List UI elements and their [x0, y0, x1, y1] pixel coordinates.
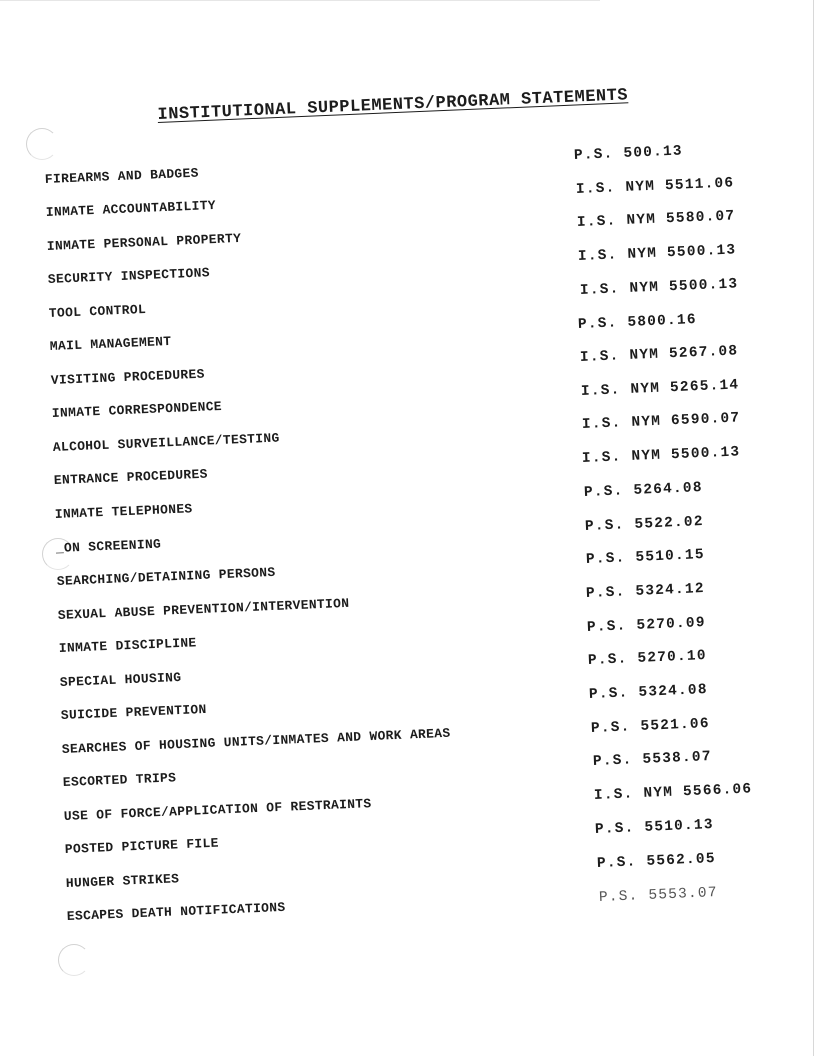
- reference-code: P.S. 5324.08: [588, 682, 709, 703]
- reference-code: P.S. 5538.07: [592, 749, 713, 770]
- subject-item: SUICIDE PREVENTION: [60, 701, 207, 723]
- reference-code: I.S. NYM 5566.06: [593, 781, 753, 804]
- reference-code: I.S. NYM 5500.13: [581, 444, 741, 467]
- subject-item: FIREARMS AND BADGES: [44, 165, 200, 187]
- reference-code: P.S. 5270.09: [586, 615, 707, 636]
- reference-code: P.S. 5264.08: [583, 480, 704, 501]
- reference-code: P.S. 5510.13: [594, 817, 715, 838]
- reference-code: I.S. NYM 5580.07: [576, 208, 736, 231]
- reference-code: I.S. NYM 6590.07: [581, 410, 741, 433]
- subject-item: SPECIAL HOUSING: [59, 669, 182, 690]
- subject-item: ESCORTED TRIPS: [62, 770, 177, 790]
- subject-item: INMATE TELEPHONES: [54, 501, 193, 522]
- reference-code: P.S. 5562.05: [596, 851, 717, 872]
- subject-item: USE OF FORCE/APPLICATION OF RESTRAINTS: [63, 796, 372, 824]
- reference-code: P.S. 5522.02: [584, 514, 705, 535]
- reference-code: P.S. 500.13: [573, 143, 684, 164]
- reference-code: I.S. NYM 5267.08: [579, 343, 739, 366]
- subject-item: ENTRANCE PROCEDURES: [53, 466, 209, 488]
- reference-code: I.S. NYM 5500.13: [579, 276, 739, 299]
- subject-item: _ON SCREENING: [55, 536, 162, 556]
- subject-item: ESCAPES DEATH NOTIFICATIONS: [66, 899, 286, 924]
- reference-code: P.S. 5324.12: [585, 581, 706, 602]
- reference-code: I.S. NYM 5500.13: [577, 242, 737, 265]
- subject-item: POSTED PICTURE FILE: [64, 835, 220, 857]
- reference-code: P.S. 5553.07: [598, 885, 719, 906]
- reference-code: P.S. 5800.16: [577, 312, 698, 333]
- subject-item: INMATE DISCIPLINE: [58, 635, 197, 656]
- page-title: INSTITUTIONAL SUPPLEMENTS/PROGRAM STATEMENTS: [157, 86, 629, 125]
- subject-item: HUNGER STRIKES: [65, 871, 180, 891]
- subject-item: SEXUAL ABUSE PREVENTION/INTERVENTION: [57, 595, 350, 623]
- subject-item: ALCOHOL SURVEILLANCE/TESTING: [52, 430, 280, 455]
- subject-item: TOOL CONTROL: [48, 301, 147, 321]
- subject-item: INMATE PERSONAL PROPERTY: [46, 230, 242, 254]
- reference-code: I.S. NYM 5265.14: [580, 377, 740, 400]
- subject-item: INMATE ACCOUNTABILITY: [45, 197, 217, 220]
- reference-code: I.S. NYM 5511.06: [575, 175, 735, 198]
- subject-item: SECURITY INSPECTIONS: [47, 265, 211, 287]
- subject-item: INMATE CORRESPONDENCE: [51, 398, 223, 421]
- reference-code: P.S. 5521.06: [590, 716, 711, 737]
- reference-code: P.S. 5270.10: [587, 648, 708, 669]
- subject-item: SEARCHING/DETAINING PERSONS: [56, 564, 276, 589]
- subject-item: VISITING PROCEDURES: [50, 366, 206, 388]
- subject-item: SEARCHES OF HOUSING UNITS/INMATES AND WORK AREAS: [61, 725, 451, 757]
- subject-item: MAIL MANAGEMENT: [49, 333, 172, 354]
- reference-code: P.S. 5510.15: [585, 547, 706, 568]
